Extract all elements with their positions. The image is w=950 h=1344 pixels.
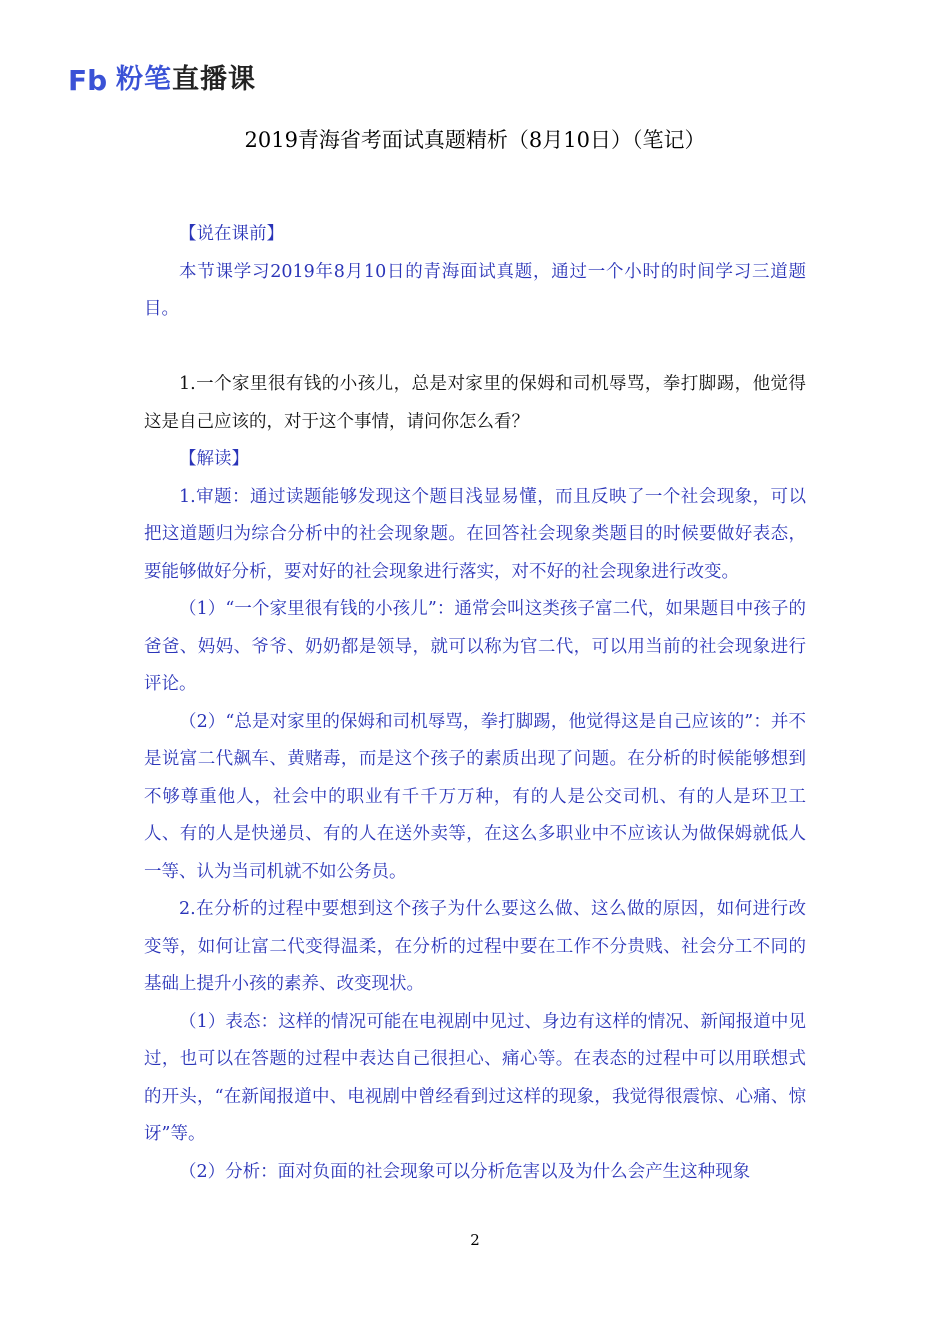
page-number: 2 xyxy=(470,1231,480,1249)
section-label-analysis: 【解读】 xyxy=(179,449,249,469)
question-paragraph: 1.一个家里很有钱的小孩儿，总是对家里的保姆和司机辱骂，拳打脚踢，他觉得这是自己应该的，对于这个事情，请问你怎么看？ xyxy=(144,374,806,432)
svg-text:Fb: Fb xyxy=(68,65,108,95)
brand-logo xyxy=(68,62,256,98)
intro-paragraph: 本节课学习2019年8月10日的青海面试真题，通过一个小时的时间学习三道题目。 xyxy=(144,261,806,319)
fb-logo-icon xyxy=(68,65,112,95)
logo-suffix-text: 直播课 xyxy=(172,64,256,95)
page-title: 2019青海省考面试真题精析（8月10日）（笔记） xyxy=(244,128,706,152)
document-body xyxy=(144,216,806,1191)
logo-brand-text: 粉笔 xyxy=(116,64,172,95)
logo-wordmark xyxy=(116,64,256,96)
analysis-paragraph: （2）“总是对家里的保姆和司机辱骂，拳打脚踢，他觉得这是自己应该的”：并不是说富二代飙车、黄赌毒，而是这个孩子的素质出现了问题。在分析的时候能够想到不够尊重他人，社会中的职业有千千万万种，有的人是公交司机、有的人是环卫工人、有的人是快递员、有的人在送外卖等，在这么多职业中不应该认为做保姆就低人一等、认为当司机就不如公务员。 xyxy=(144,711,806,882)
analysis-paragraph: （1）“一个家里很有钱的小孩儿”：通常会叫这类孩子富二代，如果题目中孩子的爸爸、妈妈、爷爷、奶奶都是领导，就可以称为官二代，可以用当前的社会现象进行评论。 xyxy=(144,599,806,694)
analysis-paragraph: （2）分析：面对负面的社会现象可以分析危害以及为什么会产生这种现象 xyxy=(179,1161,751,1182)
analysis-paragraph: 2.在分析的过程中要想到这个孩子为什么要这么做、这么做的原因，如何进行改变等，如何让富二代变得温柔，在分析的过程中要在工作不分贵贱、社会分工不同的基础上提升小孩的素养、改变现状。 xyxy=(144,899,806,994)
section-label-intro: 【说在课前】 xyxy=(179,224,284,244)
analysis-paragraph: （1）表态：这样的情况可能在电视剧中见过、身边有这样的情况、新闻报道中见过，也可以在答题的过程中表达自己很担心、痛心等。在表态的过程中可以用联想式的开头，“在新闻报道中、电视剧中曾经看到过这样的现象，我觉得很震惊、心痛、惊讶”等。 xyxy=(144,1011,806,1144)
analysis-paragraph: 1.审题：通过读题能够发现这个题目浅显易懂，而且反映了一个社会现象，可以把这道题归为综合分析中的社会现象题。在回答社会现象类题目的时候要做好表态，要能够做好分析，要对好的社会现象进行落实，对不好的社会现象进行改变。 xyxy=(144,486,806,582)
paragraph-gap xyxy=(144,329,806,367)
